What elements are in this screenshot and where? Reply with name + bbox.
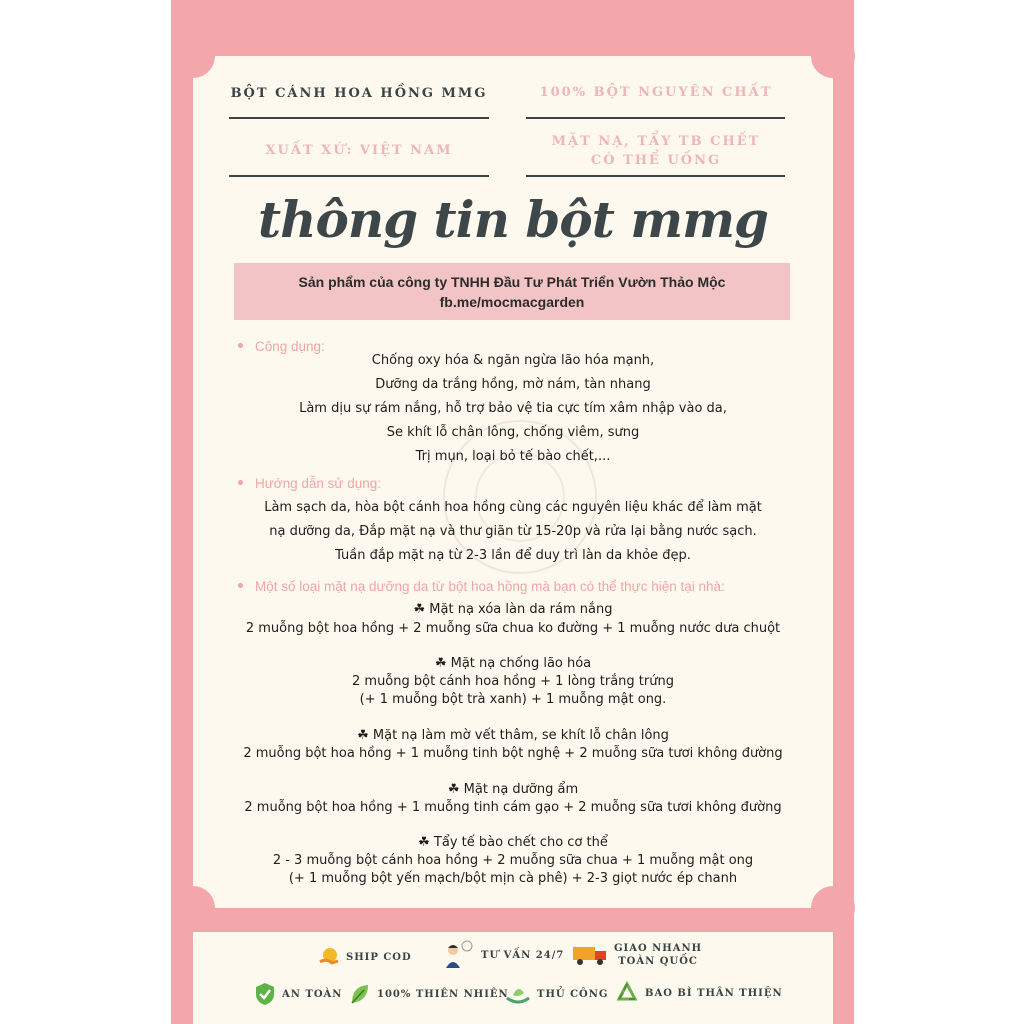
card-notch [811, 886, 855, 930]
header-purity: 100% BỘT NGUYÊN CHẤT [539, 85, 773, 100]
mask-recipe: 2 muỗng bột hoa hồng + 1 muỗng tinh bột nghệ + 2 muỗng sữa tươi không đường [243, 746, 783, 761]
guide-line: Làm sạch da, hòa bột cánh hoa hồng cùng các nguyên liệu khác để làm mặt [264, 500, 762, 515]
bullet-icon [238, 480, 243, 485]
header-divider [229, 175, 489, 177]
header-product-name: BỘT CÁNH HOA HỒNG MMG [230, 86, 488, 101]
page-title: thông tin bột mmg [258, 190, 768, 249]
hands-leaf-icon [505, 982, 531, 1006]
uses-line: Chống oxy hóa & ngăn ngừa lão hóa mạnh, [371, 353, 655, 368]
mask-recipe: 2 muỗng bột cánh hoa hồng + 1 lòng trắng trứng [352, 674, 674, 689]
mask-name: ☘ Mặt nạ làm mờ vết thâm, se khít lỗ chân lông [357, 728, 669, 743]
uses-line: Se khít lỗ chân lông, chống viêm, sưng [386, 425, 640, 440]
section-uses-title: Công dụng: [238, 339, 325, 354]
badge-ship-cod: SHIP COD [318, 946, 412, 968]
mask-recipe: 2 muỗng bột hoa hồng + 2 muỗng sữa chua ko đường + 1 muỗng nước dưa chuột [245, 621, 781, 636]
uses-line: Trị mụn, loại bỏ tế bào chết,... [415, 449, 611, 464]
header-divider [526, 117, 785, 119]
header-usage-line1: MẶT NẠ, TẨY TB CHẾT [551, 134, 761, 149]
header-origin: XUẤT XỨ: VIỆT NAM [265, 143, 453, 158]
company-name: Sản phẩm của công ty TNHH Đầu Tư Phát Triển Vườn Thảo Mộc [298, 274, 726, 290]
company-banner [234, 263, 790, 320]
mask-recipe: (+ 1 muỗng bột yến mạch/bột mịn cà phê) + 2-3 giọt nước ép chanh [288, 871, 738, 886]
card-notch [171, 886, 215, 930]
consultant-icon [443, 940, 475, 970]
coin-hand-icon [318, 946, 340, 968]
bullet-icon [238, 583, 243, 588]
mask-name: ☘ Mặt nạ xóa làn da rám nắng [413, 602, 613, 617]
card-notch [171, 34, 215, 78]
guide-line: nạ dưỡng da, Đắp mặt nạ và thư giãn từ 15-20p và rửa lại bằng nước sạch. [269, 524, 757, 539]
guide-line: Tuần đắp mặt nạ từ 2-3 lần để duy trì làn da khỏe đẹp. [335, 548, 691, 563]
bullet-icon [238, 343, 243, 348]
badge-consult: TƯ VẤN 24/7 [443, 940, 564, 970]
uses-line: Dưỡng da trắng hồng, mờ nám, tàn nhang [375, 377, 651, 392]
mask-recipe: 2 muỗng bột hoa hồng + 1 muỗng tinh cám gạo + 2 muỗng sữa tươi không đường [244, 800, 782, 815]
mask-name: ☘ Mặt nạ dưỡng ẩm [447, 782, 579, 797]
card-notch [811, 34, 855, 78]
mask-name: ☘ Mặt nạ chống lão hóa [434, 656, 592, 671]
header-usage-line2: CÓ THỂ UỐNG [590, 153, 722, 168]
badge-safe: AN TOÀN [254, 982, 342, 1006]
mask-recipe: (+ 1 muỗng bột trà xanh) + 1 muỗng mật ong. [359, 692, 667, 707]
leaf-icon [349, 982, 371, 1006]
uses-line: Làm dịu sự rám nắng, hỗ trợ bảo vệ tia cực tím xâm nhập vào da, [299, 401, 727, 416]
mask-name: ☘ Tẩy tế bào chết cho cơ thể [418, 835, 608, 850]
badge-eco: BAO BÌ THÂN THIỆN [615, 981, 783, 1005]
header-divider [526, 175, 785, 177]
company-link[interactable]: fb.me/mocmacgarden [439, 294, 585, 310]
recycle-icon [615, 981, 639, 1005]
section-guide-title: Hướng dẫn sử dụng: [238, 476, 381, 491]
shield-check-icon [254, 982, 276, 1006]
section-masks-title: Một số loại mặt nạ dưỡng da từ bột hoa hồng mà bạn có thể thực hiện tại nhà: [238, 579, 725, 594]
header-divider [229, 117, 489, 119]
badge-delivery: GIAO NHANH TOÀN QUỐC [572, 942, 702, 968]
truck-icon [572, 943, 608, 967]
mask-recipe: 2 - 3 muỗng bột cánh hoa hồng + 2 muỗng sữa chua + 1 muỗng mật ong [272, 853, 754, 868]
badge-handmade: THỦ CÔNG [505, 982, 608, 1006]
badge-natural: 100% THIÊN NHIÊN [349, 982, 509, 1006]
